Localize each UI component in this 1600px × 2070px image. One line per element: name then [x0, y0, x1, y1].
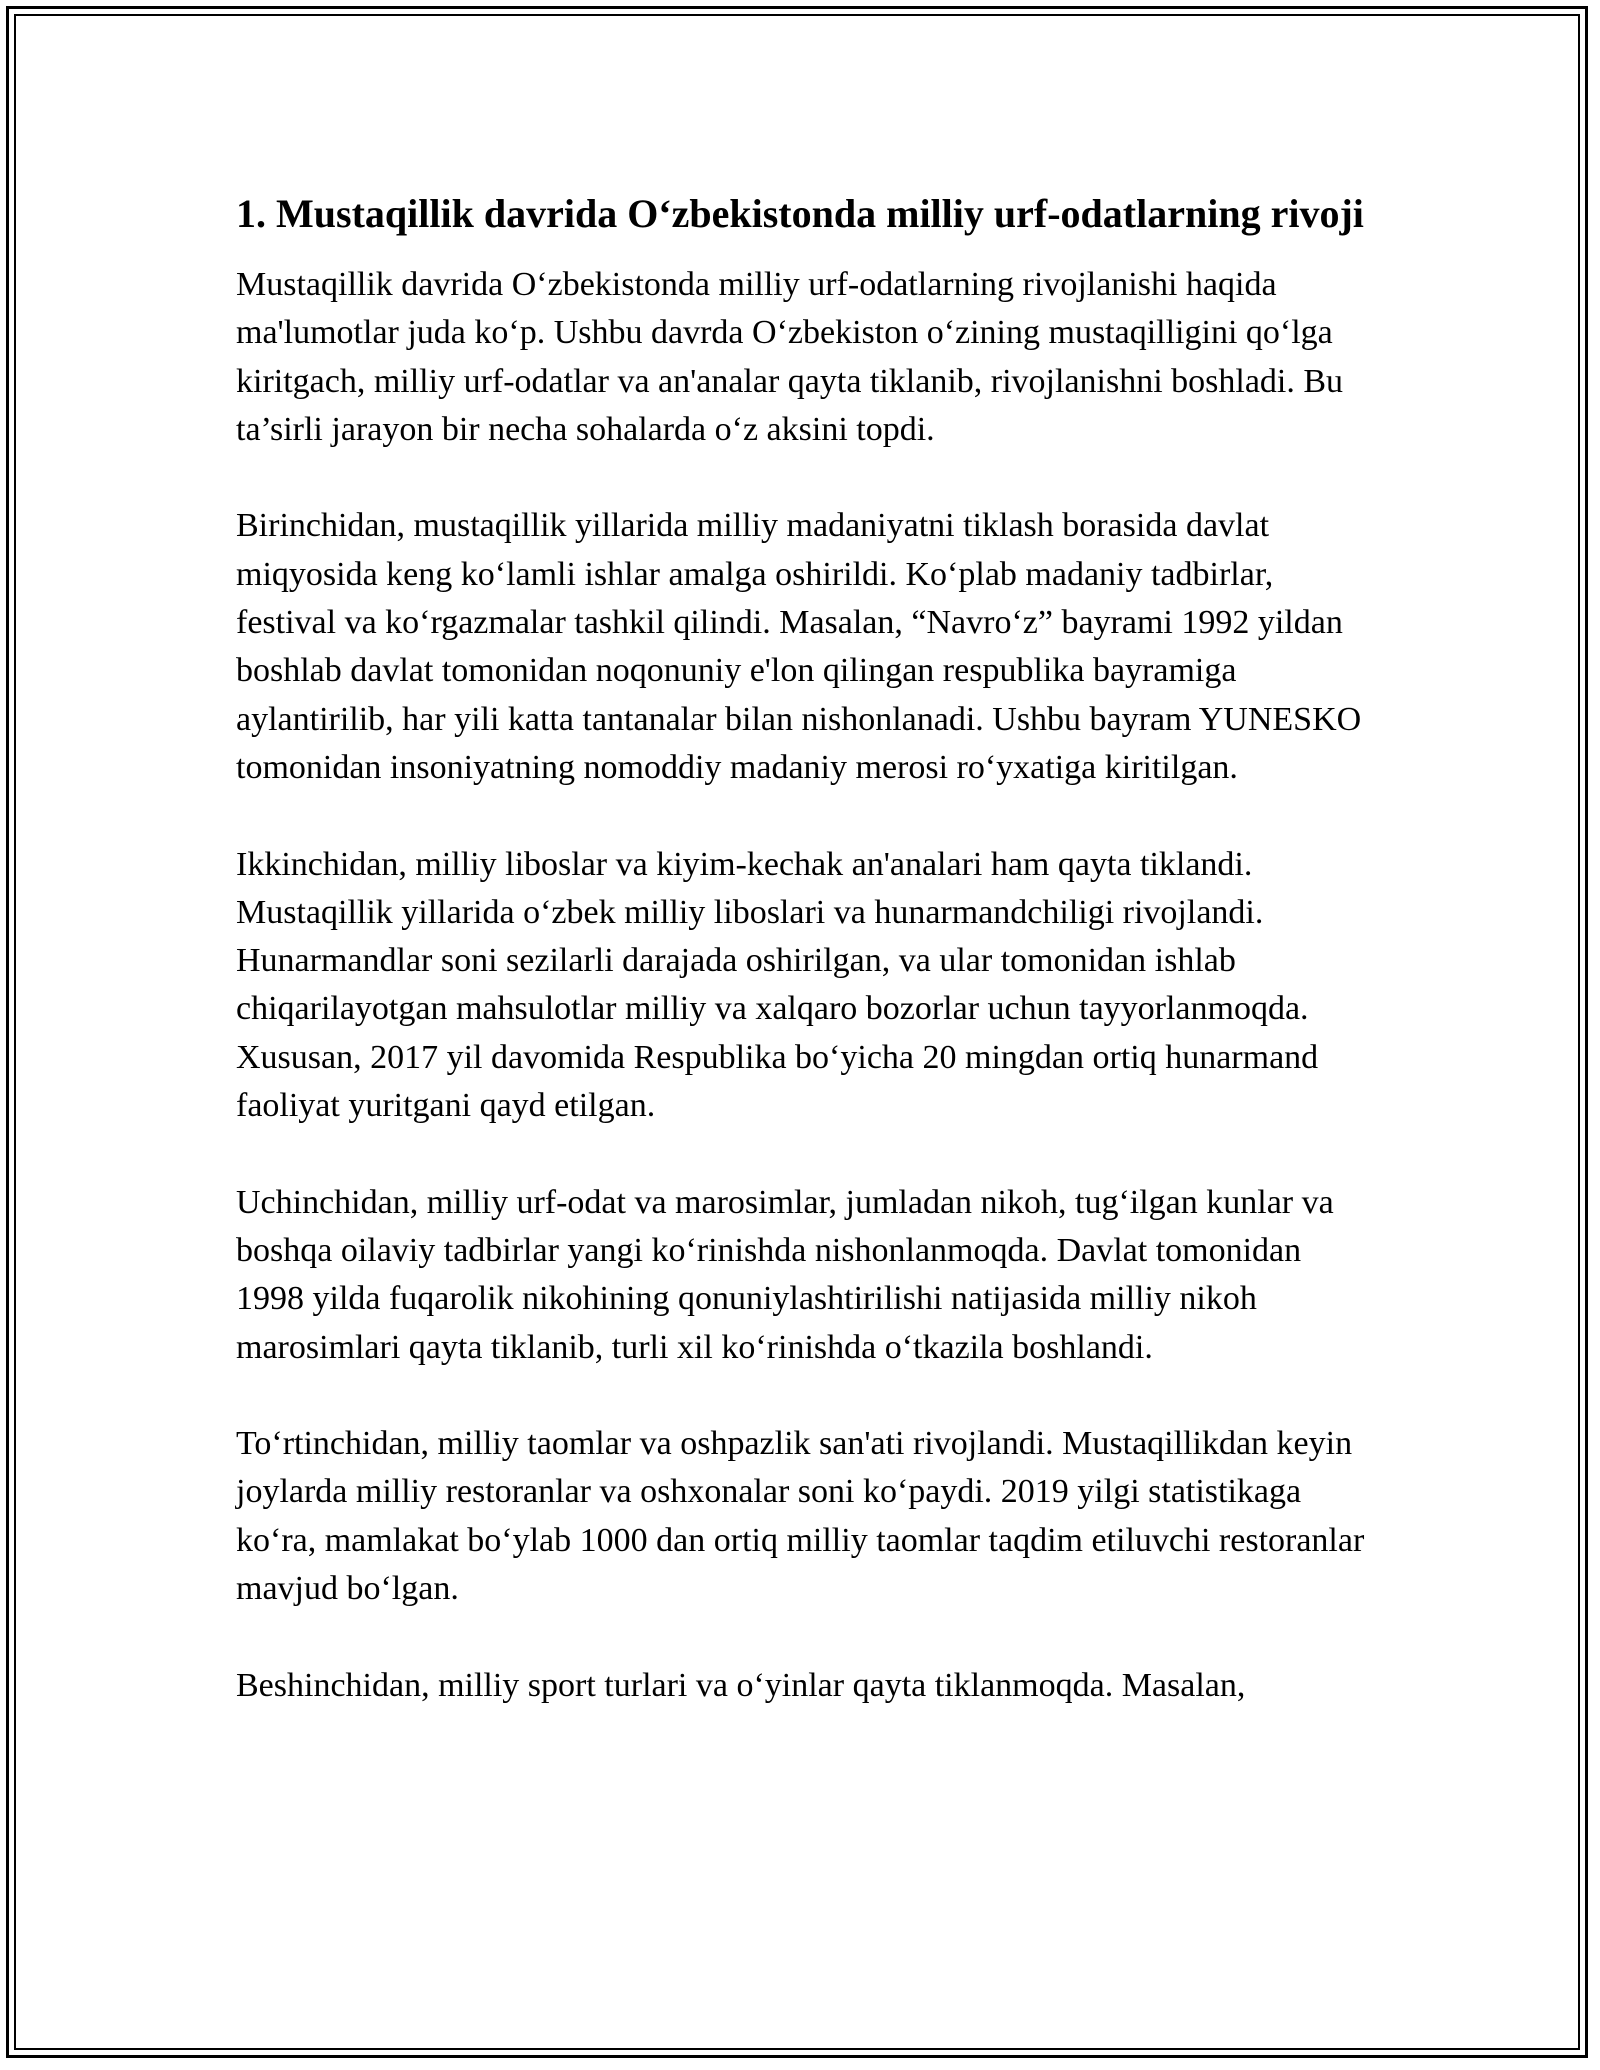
paragraph-first: Birinchidan, mustaqillik yillarida milliy madaniyatni tiklash borasida davlat miqyosida keng ko‘lamli ishlar amalga oshirildi. Ko‘plab madaniy tadbirlar, festival va ko‘rgazmalar tashkil qilindi. Masalan, “Navro‘z” bayrami 1992 yildan boshlab davlat tomonidan noqonuniy e'lon qilingan respublika bayramiga aylantirilib, har yili katta tantanalar bilan nishonlanadi. Ushbu bayram YUNESKO tomonidan insoniyatning nomoddiy madaniy merosi ro‘yxatiga kiritilgan.: [236, 507, 1362, 786]
paragraph-fifth: Beshinchidan, milliy sport turlari va o‘yinlar qayta tiklanmoqda. Masalan,: [236, 1666, 1246, 1704]
paragraph-fourth: To‘rtinchidan, milliy taomlar va oshpazlik san'ati rivojlandi. Mustaqillikdan keyin joylarda milliy restoranlar va oshxonalar soni ko‘paydi. 2019 yilgi statistikaga ko‘ra, mamlakat bo‘ylab 1000 dan ortiq milliy taomlar taqdim etiluvchi restoranlar mavjud bo‘lgan.: [236, 1425, 1365, 1608]
paragraph-third: Uchinchidan, milliy urf-odat va marosimlar, jumladan nikoh, tug‘ilgan kunlar va boshqa oilaviy tadbirlar yangi ko‘rinishda nishonlanmoqda. Davlat tomonidan 1998 yilda fuqarolik nikohining qonuniylashtirilishi natijasida milliy nikoh marosimlari qayta tiklanib, turli xil ko‘rinishda o‘tkazila boshlandi.: [236, 1183, 1334, 1366]
paragraph-intro: Mustaqillik davrida O‘zbekistonda milliy urf-odatlarning rivojlanishi haqida ma'lumotlar juda ko‘p. Ushbu davrda O‘zbekiston o‘zining mustaqilligini qo‘lga kiritgach, milliy urf-odatlar va an'analar qayta tiklanib, rivojlanishni boshladi. Bu ta’sirli jarayon bir necha sohalarda o‘z aksini topdi.: [236, 266, 1344, 448]
document-body: [236, 186, 1376, 1758]
section-heading: 1. Mustaqillik davrida O‘zbekistonda milliy urf-odatlarning rivoji: [236, 191, 1364, 236]
paragraph-second: Ikkinchidan, milliy liboslar va kiyim-kechak an'analari ham qayta tiklandi. Mustaqillik yillarida o‘zbek milliy liboslari va hunarmandchiligi rivojlandi. Hunarmandlar soni sezilarli darajada oshirilgan, va ular tomonidan ishlab chiqarilayotgan mahsulotlar milliy va xalqaro bozorlar uchun tayyorlanmoqda. Xususan, 2017 yil davomida Respublika bo‘yicha 20 mingdan ortiq hunarmand faoliyat yuritgani qayd etilgan.: [236, 845, 1319, 1125]
